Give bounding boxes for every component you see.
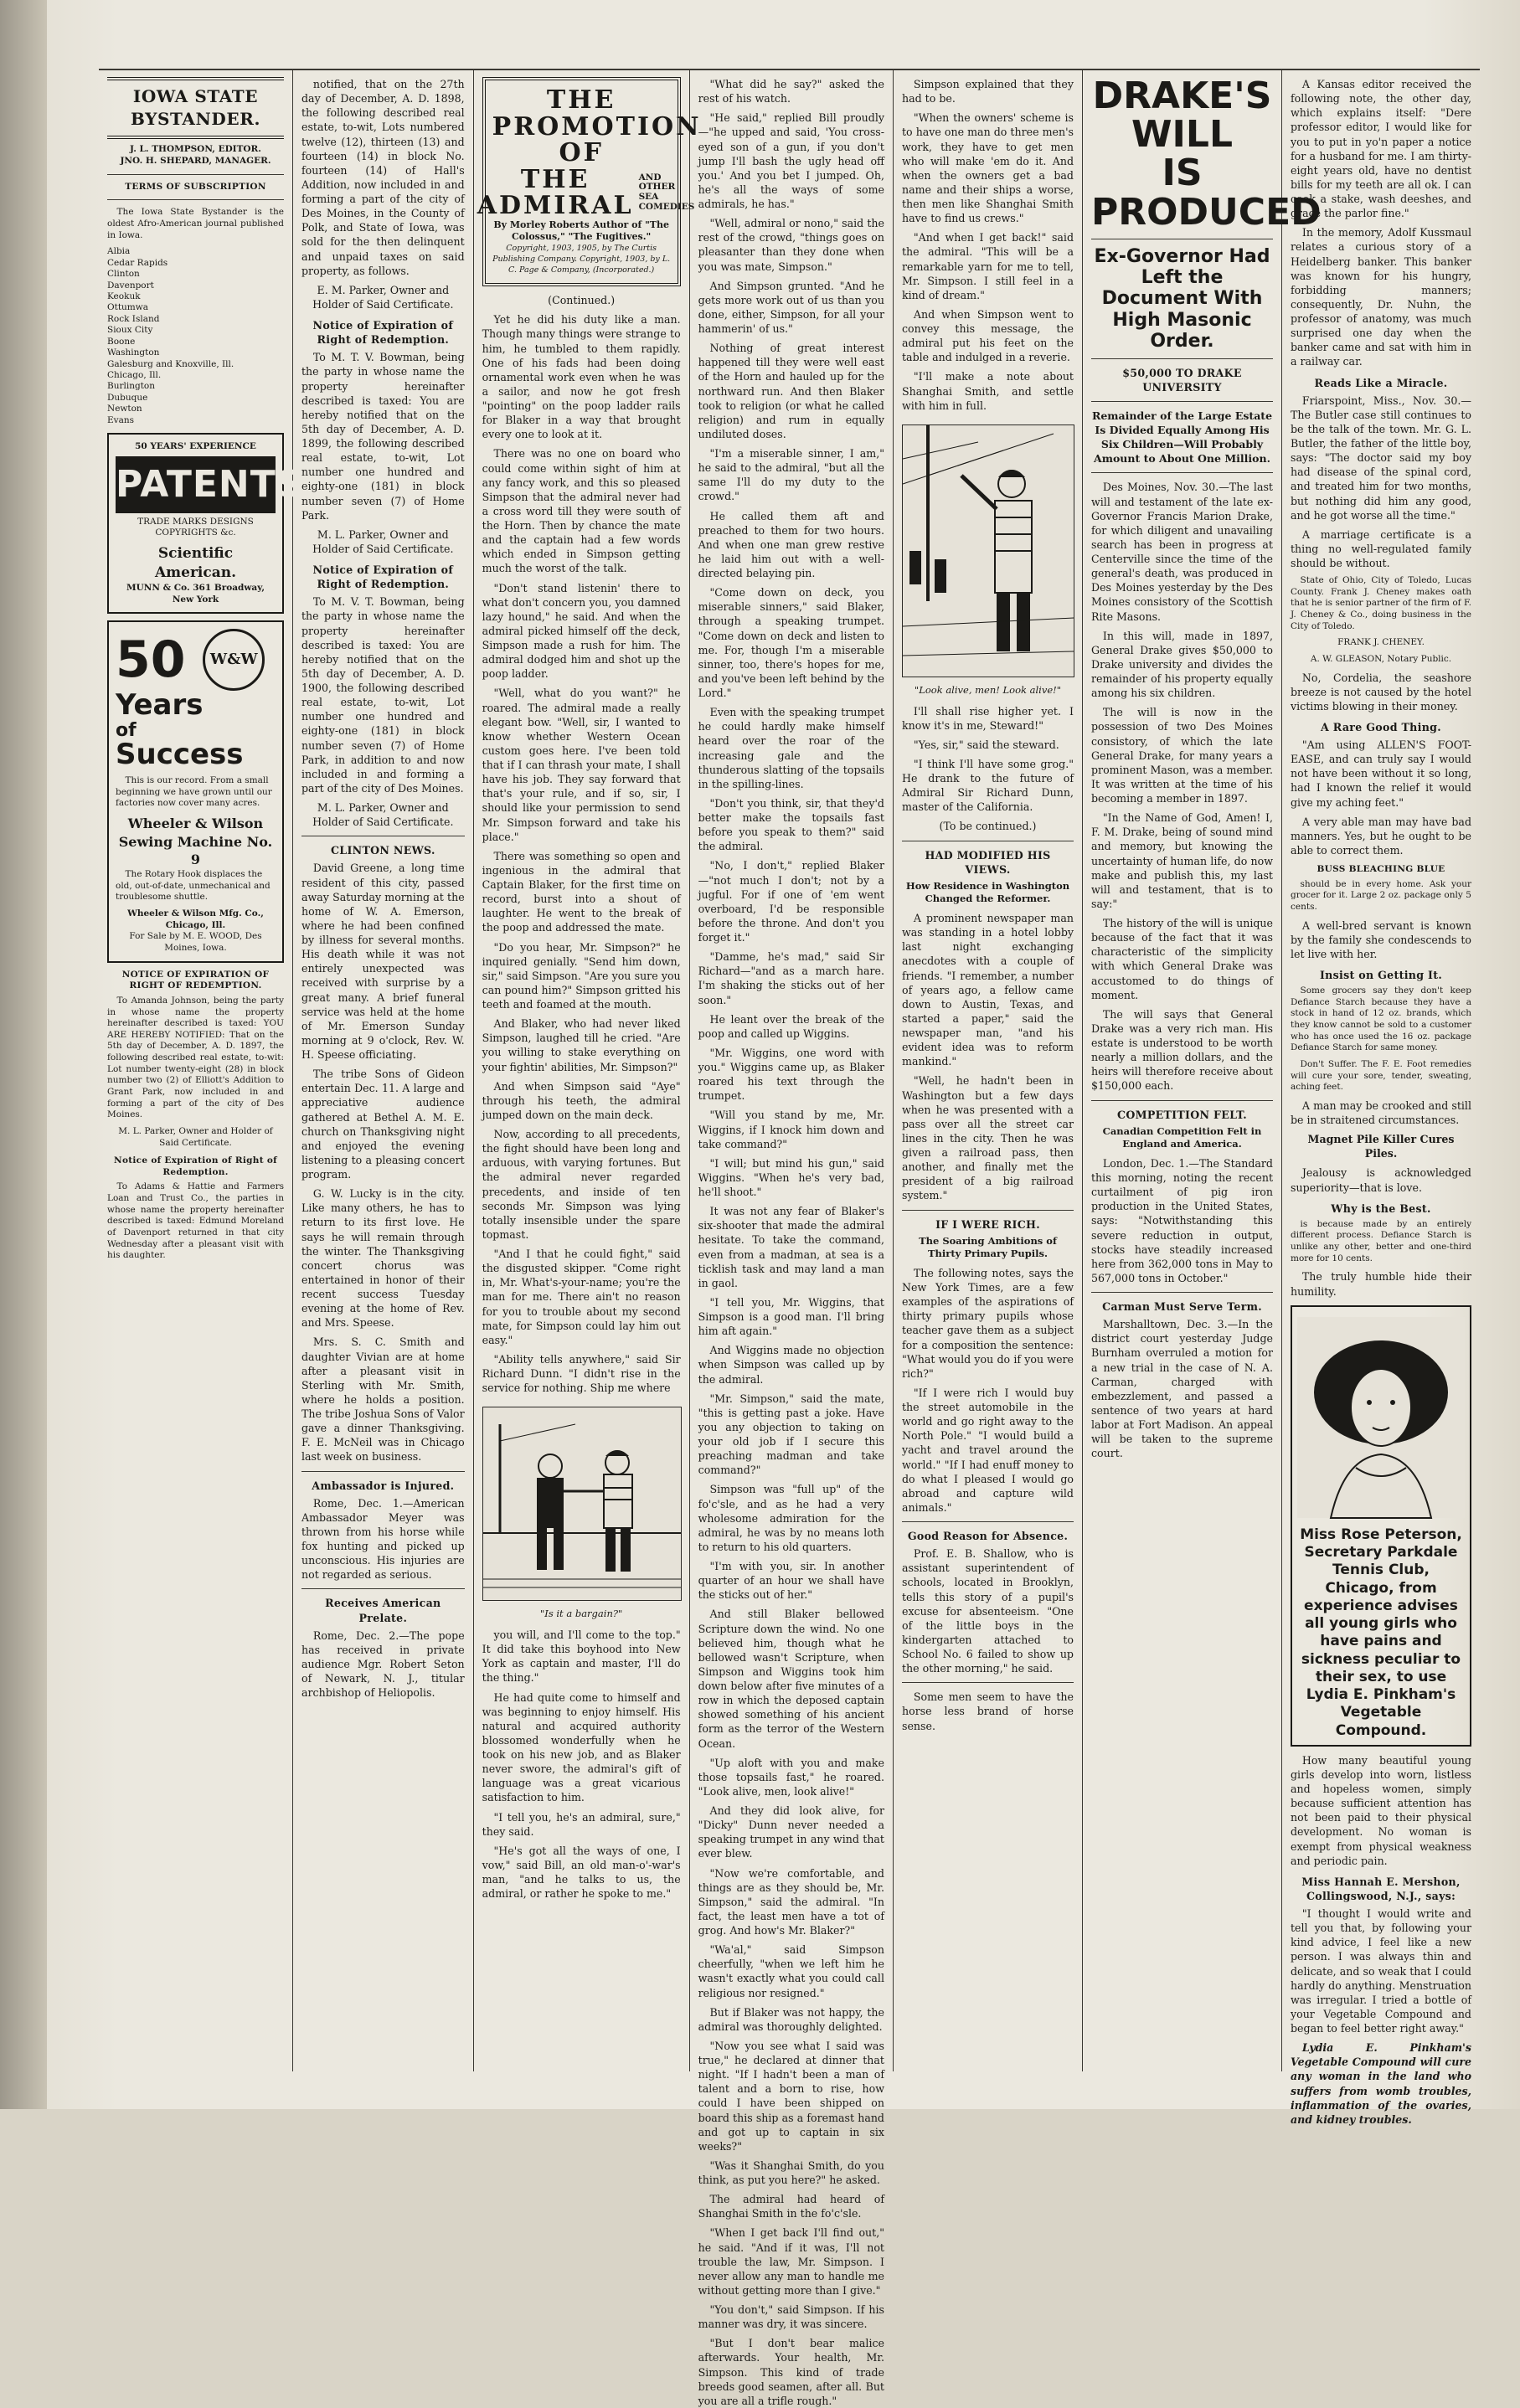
patents-sub: TRADE MARKS DESIGNS COPYRIGHTS &c. (137, 516, 254, 538)
ambassador-heading: Ambassador is Injured. (312, 1479, 455, 1492)
story-paragraph: Simpson explained that they had to be. (902, 78, 1074, 105)
miracle-heading: Reads Like a Miracle. (1314, 376, 1448, 389)
divider (107, 174, 284, 175)
story-paragraph: And when Simpson said "Aye" through his teeth, the admiral jumped down on the main deck. (482, 1079, 681, 1121)
agents-list (107, 246, 284, 426)
story-paragraph: And still Blaker bellowed Scripture down the wind. No one believed him, though what he bellowed wasn't Scripture, when Simpson and Wiggins took him down below after five minutes of a row in which the deposed captain showed something of his ancient form as the terror of the Western Ocean. (698, 1608, 884, 1750)
column-7 (1282, 70, 1480, 2126)
story-paragraph: It was not any fear of Blaker's six-shooter that made the admiral hesitate. To take the command, even from a madman, at sea is a ticklish task and may land a man in gaol. (698, 1205, 884, 1289)
crooked-text: A man may be crooked and still be in straitened circumstances. (1291, 1099, 1471, 1127)
story-paragraph: "I'm with you, sir. In another quarter of an hour we shall have the sticks out of her." (698, 1560, 884, 1602)
divider (1091, 472, 1273, 473)
divider (902, 1210, 1074, 1211)
of-word: of (116, 720, 137, 742)
notice-signature: E. M. Parker, Owner and Holder of Said Certificate. (312, 283, 454, 311)
divider (1091, 401, 1273, 402)
drake-headline-2: IS PRODUCED (1091, 152, 1322, 234)
bargain-caption: "Is it a bargain?" (539, 1608, 623, 1620)
ambassador-text: Rome, Dec. 1.—American Ambassador Meyer was thrown from his horse while fox hunting and picked up unconscious. His injuries are not regarded as serious. (301, 1496, 465, 1582)
divider (107, 199, 284, 200)
column-6 (1083, 70, 1322, 2071)
story-paragraph: "Don't stand listenin' there to what don't concern you, you damned lazy hound," he said. And when the admiral picked himself off the deck, Simpson made a rush for him. The admiral dodged him and shot up the poop ladder. (482, 581, 681, 681)
agent-item: Ottumwa (107, 302, 149, 313)
gleason-signature: A. W. GLEASON, Notary Public. (1310, 653, 1452, 664)
bargain-illustration (482, 1407, 682, 1601)
patents-ad (107, 433, 304, 614)
competition-subheading: Canadian Competition Felt in England and America. (1102, 1124, 1262, 1150)
humble-text: The truly humble hide their humility. (1291, 1270, 1471, 1298)
notice-heading: NOTICE OF EXPIRATION OF RIGHT OF REDEMPTION. (121, 969, 270, 991)
agent-item: Keokuk (107, 291, 141, 301)
wheeler-wilson-logo-icon: W&W (203, 629, 265, 691)
story-paragraph: He called them aft and preached to them for two hours. And when one man grew restive he laid him out with a well-directed belaying pin. (698, 509, 884, 579)
bluing-text: should be in every home. Ask your grocer for it. Large 2 oz. package only 5 cents. (1291, 878, 1471, 913)
story-paragraph: "Ability tells anywhere," said Sir Richard Dunn. "I didn't rise in the service for nothing. Ship me where (482, 1352, 681, 1395)
kansas-editor-text: A Kansas editor received the following note, the other day, which explains itself: "Dere professor editor, I would like for you to put in yo'n paper a notice for a husband for me. I am thirty-eight years old, have no dentist bills for my teeth are all ok. I can cook a stake, wash deeshes, and grace the parlor fine." (1291, 78, 1471, 220)
wilson-maker: Wheeler & Wilson Mfg. Co., Chicago, Ill. (127, 908, 264, 930)
story-paragraph: Yet he did his duty like a man. Though many things were strange to him, he tumbled to them rapidly. One of his fads had been doing ornamental work even when he was a sailor, and now he got fresh "pointing" on the poop ladder rails for Blaker in a way that brought every one to look at it. (482, 313, 681, 441)
story-paragraph: "When I get back I'll find out," he said. "And if it was, I'll not trouble the law, Mr. Simpson. I never allow any man to handle me without getting more than I give." (698, 2226, 884, 2297)
story-paragraph: "I'll make a note about Shanghai Smith, and settle with him in full. (902, 370, 1074, 412)
column-4 (690, 70, 894, 2407)
sportsman-text: Don't Suffer. The F. E. Foot remedies will cure your sore, tender, sweating, aching feet. (1291, 1059, 1471, 1093)
years-word: Years (116, 688, 204, 723)
story-paragraph: And when Simpson went to convey this message, the admiral put his feet on the table and indulged in a reverie. (902, 307, 1074, 364)
story-paragraph: Even with the speaking trumpet he could hardly make himself heard over the roar of the increasing gale and the thunderous slatting of the topsails in the spilling-lines. (698, 706, 884, 790)
fifty-number: 50 (116, 630, 186, 690)
drake-paragraph: The will is now in the possession of two Des Moines consistory, of which the late General Drake, for many years a prominent Mason, was a member. It was written at the time of his becoming a member in 1897. (1091, 706, 1273, 805)
agent-item: Dubuque (107, 392, 148, 403)
best-text: is because made by an entirely different process. Defiance Starch is unlike any other, better and one-third more for 10 cents. (1291, 1218, 1471, 1263)
story-paragraph: "I think I'll have some grog." He drank to the future of Admiral Sir Richard Dunn, master of the California. (902, 757, 1074, 814)
notice3-heading: Notice of Expiration of Right of Redemption. (312, 563, 454, 591)
wilson-lead: This is our record. From a small beginning we have grown until our factories now cover many acres. (116, 774, 272, 809)
notice-text: To Amanda Johnson, being the party in whose name the property hereinafter described is taxed: YOU ARE HEREBY NOTIFIED: That on the 5th day of December, A. D. 1897, the following described real estate, to-wit: Lot number twenty-eight (28) in block number two (2) of Elliott's Addition to Grant Park, now included in and forming a part of the city of Des Moines. (107, 995, 284, 1120)
story-title-side: AND OTHER SEA COMEDIES (638, 172, 695, 212)
story-paragraph: He leant over the break of the poop and called up Wiggins. (698, 1012, 884, 1040)
mershon-heading: Miss Hannah E. Mershon, Collingswood, N.J., says: (1301, 1875, 1461, 1902)
agent-item: Sioux City (107, 325, 153, 336)
certificate-text: A marriage certificate is a thing no well-regulated family should be without. (1291, 527, 1471, 569)
rare-heading: A Rare Good Thing. (1321, 720, 1441, 733)
story-paragraph: "But I don't bear malice afterwards. Your health, Mr. Simpson. This kind of trade breeds good seamen, after all. But you are all a trifle rough." (698, 2337, 884, 2407)
story-paragraph: The admiral had heard of Shanghai Smith in the fo'c'sle. (698, 2193, 884, 2220)
story-paragraph: And Blaker, who had never liked Simpson, laughed till he cried. "Are you willing to stake everything on your fightin' abilities, Mr. Simpson?" (482, 1017, 681, 1073)
manners-text: A very able man may have bad manners. Yes, but he ought to be able to correct them. (1291, 815, 1471, 857)
story-paragraph: "I tell you, he's an admiral, sure," they said. (482, 1810, 681, 1838)
patents-word: PATENTS (116, 456, 276, 513)
column-5 (894, 70, 1083, 2071)
story-paragraph: "Now you see what I said was true," he declared at dinner that night. "If I hadn't been a man of talent and a born to rise, how could I have been shipped on board this ship as a foremast hand and got up to captain in six weeks?" (698, 2039, 884, 2153)
agent-item: Burlington (107, 381, 156, 392)
column-3 (474, 70, 702, 2071)
agent-item: Rock Island (107, 313, 160, 324)
story-paragraph: Nothing of great interest happened till they were well east of the Horn and hauled up for the northward run. And then Blaker took to religion (or what he called religion) and rum in equally undiluted doses. (698, 342, 884, 440)
story-paragraph: "Wa'al," said Simpson cheerfully, "when we left him he wasn't exactly what you could call religious nor resigned." (698, 1943, 884, 1999)
clinton-news-text2: The tribe Sons of Gideon entertain Dec. 11. A large and appreciative audience gathered at Bethel A. M. E. church on Thanksgiving night and enjoyed the evening listening to a pleasing concert program. (301, 1068, 465, 1181)
divider (1091, 1100, 1273, 1101)
story-title-box (477, 77, 702, 286)
story-paragraph: I'll shall rise higher yet. I know it's in me, Steward!" (902, 704, 1074, 732)
story-paragraph: And Wiggins made no objection when Simpson was called up by the admiral. (698, 1344, 884, 1386)
terms-heading: TERMS OF SUBSCRIPTION (125, 181, 266, 192)
story-paragraph: "Well, admiral or nono," said the rest of the crowd, "things goes on pleasanter than they done when you was mate, Simpson." (698, 217, 884, 273)
notice2-heading: Notice of Expiration of Right of Redemption. (114, 1155, 277, 1177)
story-byline: By Morley Roberts Author of "The Colossus," "The Fugitives." (493, 219, 669, 243)
story-paragraph: There was something so open and ingenious in the admiral that Captain Blaker, for the first time on record, burst into a shout of laughter. He went to the break of the poop and addressed the mate. (482, 849, 681, 934)
divider (902, 1682, 1074, 1683)
prelate-text: Rome, Dec. 2.—The pope has received in private audience Mgr. Robert Seton of Newark, N. J., titular archbishop of Heliopolis. (301, 1628, 465, 1700)
rich-heading: IF I WERE RICH. (935, 1217, 1040, 1231)
rich-text2: "If I were rich I would buy the street automobile in the world and go right away to the North Pole." "I would build a yacht and travel around the world." "If I had enuff money to do what I pleased I would go abroad and capture wild animals." (902, 1386, 1074, 1514)
divider (301, 1471, 465, 1472)
pinkham-ad (1291, 1305, 1471, 1747)
patents-experience: 50 YEARS' EXPERIENCE (135, 441, 256, 452)
story-continued: (Continued.) (548, 294, 616, 307)
views-heading: HAD MODIFIED HIS VIEWS. (925, 848, 1051, 876)
drake-paragraph: The history of the will is unique because of the fact that it was characteristic of the simplicity with which General Drake was accustomed to do things of moment. (1091, 917, 1273, 1001)
agent-item: Newton (107, 404, 142, 414)
wilson-seller: For Sale by M. E. WOOD, Des Moines, Iowa. (129, 931, 262, 953)
story-paragraph: And they did look alive, for "Dicky" Dunn never needed a speaking trumpet in any wind that ever blew. (698, 1804, 884, 1860)
story-paragraph: "He said," replied Bill proudly—"he upped and said, 'You cross-eyed son of a gun, if you don't jump I'll bash the ugly head off you.' And you bet I jumped. Oh, he's all the ways of some admirals, he has." (698, 111, 884, 210)
divider (1091, 358, 1273, 359)
clinton-news-heading: CLINTON NEWS. (330, 844, 435, 857)
look-alive-illustration (902, 424, 1074, 677)
story-copyright: Copyright, 1903, 1905, by The Curtis Publishing Company. Copyright, 1903, by L. C. Page & Company, (Incorporated.) (492, 244, 671, 275)
story-paragraph: "Was it Shanghai Smith, do you think, as put you here?" he asked. (698, 2158, 884, 2186)
insist-heading: Insist on Getting It. (1319, 969, 1443, 982)
views-text2: "Well, he hadn't been in Washington but a few days when he was presented with a pass over all the street car lines in the city. Then he was given a railroad pass, then another, and finally met the president of a big railroad system." (902, 1074, 1074, 1202)
clinton-news-text4: Mrs. S. C. Smith and daughter Vivian are at home after a pleasant visit in Sterling with Mr. Smith, where he holds a position. The tribe Joshua Sons of Valor gave a dinner Thanksgiving. F. E. McNeil was in Chicago last week on business. (301, 1335, 465, 1464)
story-paragraph: But if Blaker was not happy, the admiral was thoroughly delighted. (698, 2005, 884, 2033)
pinkham-ad-heading: Miss Rose Peterson, Secretary Parkdale Tennis Club, Chicago, from experience advises all young girls who have pains and sickness peculiar to their sex, to use Lydia E. Pinkham's Vegetable Compound. (1300, 1526, 1462, 1739)
rich-text: The following notes, says the New York Times, are a few examples of the aspirations of thirty primary pupils whose teacher gave them as a subject for a composition the sentence: "What would you do if you were rich?" (902, 1266, 1074, 1380)
story-paragraph: He had quite come to himself and was beginning to enjoy himself. His natural and acquired authority blossomed wonderfully when he took on his new job, and as Blaker never swore, the admiral's gift of language was a great vicarious satisfaction to him. (482, 1690, 681, 1804)
divider (902, 1521, 1074, 1522)
agent-item: Boone (107, 336, 136, 347)
story-paragraph: "What did he say?" asked the rest of his watch. (698, 78, 884, 105)
divider (1091, 1292, 1273, 1293)
story-paragraph: "And I that he could fight," said the disgusted skipper. "Come right in, Mr. What's-your-name; you're the man for me. There ain't no reason for you to trouble about my second mate, for Simpson could lay him out easy." (482, 1248, 681, 1346)
wilson-rotary: The Rotary Hook displaces the old, out-of-date, unmechanical and troublesome shuttle. (116, 869, 271, 903)
wheeler-wilson-ad (107, 620, 284, 962)
agent-item: Chicago, Ill. (107, 370, 162, 381)
page-binding-edge (0, 0, 47, 2109)
drake-paragraph: In this will, made in 1897, General Drake gives $50,000 to Drake university and divides the remainder of his property equally among his six children. (1091, 629, 1273, 700)
agent-item: Albia (107, 246, 131, 257)
notice2-text: To M. T. V. Bowman, being the party in whose name the property hereinafter described is taxed: You are hereby notified that on the 5th day of December, A. D. 1899, the following described real estate, to-wit, Lot number one hundred and eighty-one (181) in block number seven (7) of Home Park. (301, 351, 465, 522)
story-paragraph: "No, I don't," replied Blaker—"not much I don't; not by a jugful. For if one of 'em went overboard, I'd be responsible before the throne. And don't you forget it." (698, 859, 884, 944)
drake-headline-1: DRAKE'S WILL (1092, 75, 1272, 157)
story-paragraph: "I'm a miserable sinner, I am," he said to the admiral, "but all the same I'll do my duty to the crowd." (698, 447, 884, 503)
horse-sense-text: Some men seem to have the horse less brand of horse sense. (902, 1690, 1074, 1732)
masthead-title: IOWA STATE BYSTANDER. (107, 77, 284, 139)
notice-signature: M. L. Parker, Owner and Holder of Said Certificate. (118, 1125, 273, 1148)
views-subheading: How Residence in Washington Changed the Reformer. (905, 879, 1070, 905)
agents-intro: The Iowa State Bystander is the oldest Afro-American journal published in Iowa. (107, 207, 284, 240)
cheney-signature: FRANK J. CHENEY. (1337, 637, 1425, 648)
story-paragraph: "Mr. Simpson," said the mate, "this is getting past a joke. Have you any objection to taking on your old job if I secure this preaching madman and take command?" (698, 1392, 884, 1477)
story-paragraph: "Mr. Wiggins, one word with you." Wiggins came up, as Blaker roared his text through the trumpet. (698, 1046, 884, 1103)
munn-firm: MUNN & Co. 361 Broadway, New York (126, 583, 265, 605)
notice3-signature: M. L. Parker, Owner and Holder of Said Certificate. (312, 801, 454, 829)
miracle-text: Friarspoint, Miss., Nov. 30.—The Butler case still continues to be the talk of the town. Mr. G. L. Butler, the father of the little boy, says: "The doctor said my boy had disease of the spinal cord, and treated him for two months, but nothing did him any good, and he got worse all the time." (1291, 394, 1471, 522)
story-paragraph: There was no one on board who could come within sight of him at any fancy work, and this so pleased Simpson that the admiral never had a cross word till they were south of the Horn. Then by chance the mate and the captain had a few words which ended in Simpson getting much the worst of the talk. (482, 447, 681, 575)
story-paragraph: you will, and I'll come to the top." It did take this boyhood into New York as captain and master, I'll do the thing." (482, 1628, 681, 1685)
divider (301, 1588, 465, 1589)
wilson-machine: Wheeler & Wilson Sewing Machine No. 9 (118, 815, 273, 868)
reason-text: Prof. E. B. Shallow, who is assistant superintendent of schools, located in Brooklyn, tells this story of a pupil's excuse for absenteeism. "One of the little boys in the kindergarten attached to School No. 6 failed to show up the other morning," he said. (902, 1547, 1074, 1675)
jealousy-text: Jealousy is acknowledged superiority—that is love. (1291, 1166, 1471, 1194)
servant-text: A well-bred servant is known by the family she condescends to let live with her. (1291, 918, 1471, 960)
drake-bequest: $50,000 TO DRAKE UNIVERSITY (1122, 367, 1242, 394)
column-2 (293, 70, 474, 2071)
clinton-news-text3: G. W. Lucky is in the city. Like many others, he has to return to its first love. He says he will remain through the winter. The Thanksgiving concert chorus was entertained in honor of their recent success Tuesday evening at the home of Rev. and Mrs. Speese. (301, 1187, 465, 1330)
column-1 (99, 70, 304, 2071)
drake-paragraph: The will says that General Drake was a very rich man. His estate is understood to be worth nearly a million dollars, and the heirs will therefore receive about $150,000 each. (1091, 1007, 1273, 1093)
agent-item: Davenport (107, 280, 154, 291)
notice3-text: To M. V. T. Bowman, being the party in whose name the property hereinafter described is taxed: You are hereby notified that on the 5th day of December, A. D. 1900, the following described real estate, to-wit, Lot number one hundred and eighty-one (181) in block number seven (7) of Home Park, in addition to and now included in and forming a part of the city of Des Moines. (301, 595, 465, 795)
story-paragraph: "When the owners' scheme is to have one man do three men's work, they have to get men who will make 'em do it. And when the owners get a bad name and their ships a worse, then men like Shanghai Smith have to find us crews." (902, 111, 1074, 225)
best-heading: Why is the Best. (1331, 1201, 1431, 1215)
agent-item: Evans (107, 414, 135, 425)
carman-heading: Carman Must Serve Term. (1102, 1300, 1262, 1314)
success-word: Success (116, 738, 244, 772)
competition-heading: COMPETITION FELT. (1117, 1108, 1247, 1121)
reason-heading: Good Reason for Absence. (907, 1530, 1069, 1542)
ohio-oath: State of Ohio, City of Toledo, Lucas County. Frank J. Cheney makes oath that he is senior partner of the firm of F. J. Cheney & Co., doing business in the City of Toledo. (1291, 575, 1471, 631)
story-paragraph: "I tell you, Mr. Wiggins, that Simpson is a good man. I'll bring him aft again." (698, 1295, 884, 1338)
story-paragraph: "Now we're comfortable, and things are as they should be, Mr. Simpson," said the admiral. "In fact, the least men have a tot of grog. And how's Mr. Blaker?" (698, 1866, 884, 1937)
story-paragraph: "Do you hear, Mr. Simpson?" he inquired genially. "Send him down, sir," said Simpson. "Are you sure you can pound him?" Simpson gritted his teeth and foamed at the mouth. (482, 940, 681, 1011)
rare-text: "Am using ALLEN'S FOOT-EASE, and can truly say I would not have been without it so long, had I known the relief it would give my aching feet." (1291, 738, 1471, 809)
story-title-line1: THE PROMOTION OF (492, 85, 702, 167)
drake-remainder: Remainder of the Large Estate Is Divided Equally Among His Six Children—Will Probably Amount to About One Million. (1091, 409, 1273, 466)
bluing-heading: BUSS BLEACHING BLUE (1316, 864, 1445, 875)
kussmaul-text: In the memory, Adolf Kussmaul relates a curious story of a Heidelberg banker. This banker was known for his hungry, forbidding manners; consequently, Dr. Nuhn, the professor of anatomy, was much surprised one day when the banker came and sat with him in a railway car. (1291, 226, 1471, 368)
story-paragraph: "Well, what do you want?" he roared. The admiral made a really elegant bow. "Well, sir, I wanted to know whether Western Ocean custom goes here. I've been told that if I can thrash your mate, I shall have his job. They say forward that that's your rule, and if so, sir, I should like your permission to send Mr. Simpson forward and take his place." (482, 687, 681, 843)
story-paragraph: "He's got all the ways of one, I vow," said Bill, an old man-o'-war's man, "and he talks to us, the admiral, or rather he spoke to me." (482, 1844, 681, 1901)
notice2-signature: M. L. Parker, Owner and Holder of Said Certificate. (312, 527, 454, 555)
portrait-illustration (1297, 1317, 1465, 1518)
drake-paragraph: "In the Name of God, Amen! I, F. M. Drake, being of sound mind and memory, but knowing the uncertainty of human life, do now make and publish this, my last will and testament, that is to say:" (1091, 811, 1273, 910)
notice-heading: Notice of Expiration of Right of Redemption. (312, 319, 454, 347)
drake-subheading: Ex-Governor Had Left the Document With High Masonic Order. (1094, 245, 1270, 352)
clinton-news-text: David Greene, a long time resident of this city, passed away Saturday morning at the home of W. A. Emerson, where he had been confined by illness for several months. His death while it was not entirely unexpected was received with surprise by a great many. A brief funeral service was held at the home of Mr. Emerson Sunday morning at 9 o'clock, Rev. W. H. Speese officiating. (301, 862, 465, 1061)
scientific-american: Scientific American. (154, 544, 237, 582)
cordelia-text: No, Cordelia, the seashore breeze is not caused by the hotel victims blowing in their money. (1291, 671, 1471, 713)
pile-killer-text: Magnet Pile Killer Cures Piles. (1307, 1133, 1455, 1160)
story-paragraph: "Come down on deck, you miserable sinners," said Blaker, through a speaking trumpet. "Come down on deck and listen to me. For, though I'm a miserable sinner, too, there's hopes for me, and you've been left behind by the Lord." (698, 586, 884, 699)
notice2-text: To Adams & Hattie and Farmers Loan and Trust Co., the parties in whose name the property hereinafter described is taxed: Edmund Moreland of Davenport returned in that city Wednesday after a pleasant visit with his daughter. (107, 1181, 284, 1261)
masthead-editor: J. L. THOMPSON, EDITOR. (130, 144, 261, 155)
agent-item: Clinton (107, 269, 140, 280)
prelate-heading: Receives American Prelate. (325, 1597, 441, 1624)
pinkham-closing: Lydia E. Pinkham's Vegetable Compound will cure any woman in the land who suffers from womb troubles, inflammation of the ovaries, and kidney troubles. (1291, 2041, 1471, 2126)
pinkham-text: How many beautiful young girls develop into worn, listless and hopeless women, simply because sufficient attention has not been paid to their physical development. No woman is exempt from physical weakness and periodic pain. (1291, 1753, 1471, 1867)
views-text: A prominent newspaper man was standing in a hotel lobby last night exchanging anecdotes with a couple of friends. "I remember, a number of years ago, a fellow came down to Austin, Texas, and started a paper," said the newspaper man, "and his evident idea was to reform mankind." (902, 912, 1074, 1068)
competition-text: London, Dec. 1.—The Standard this morning, noting the recent curtailment of pig iron production in the United States, says: "Notwithstanding this severe reduction in output, stocks have steadily increased here from 362,000 tons in May to 567,000 tons in October." (1091, 1156, 1273, 1284)
agent-item: Cedar Rapids (107, 257, 168, 268)
story-paragraph: "You don't," said Simpson. If his manner was dry, it was sincere. (698, 2303, 884, 2331)
story-paragraph: Simpson was "full up" of the fo'c'sle, and as he had a very wholesome admiration for the admiral, he was by no means loth to return to his old quarters. (698, 1483, 884, 1553)
agent-item: Galesburg and Knoxville, Ill. (107, 358, 234, 369)
story-paragraph: "I will; but mind his gun," said Wiggins. "When he's very bad, he'll shoot." (698, 1156, 884, 1198)
insist-text: Some grocers say they don't keep Defiance Starch because they have a stock in hand of 12 oz. brands, which they know cannot be sold to a customer who has once used the 16 oz. package Defiance Starch for same money. (1291, 985, 1471, 1053)
notice-text: notified, that on the 27th day of December, A. D. 1898, the following described real estate, to-wit, Lots numbered twelve (12), thirteen (13) and fourteen (14) in block No. fourteen (14) of Hall's Addition, now included in and forming a part of the city of Des Moines, in the County of Polk, and State of Iowa, was sold for the then delinquent and unpaid taxes on said property, as follows. (301, 78, 465, 277)
story-paragraph: Now, according to all precedents, the fight should have been long and arduous, with varying fortunes. But the admiral never regarded precedents, and inside of ten seconds Mr. Simpson was lying totally insensible under the spare topmast. (482, 1128, 681, 1241)
mershon-letter: "I thought I would write and tell you that, by following your kind advice, I feel like a new person. I was always thin and delicate, and so weak that I could hardly do anything. Menstruation was irregular. I tried a bottle of your Vegetable Compound and began to feel better right away." (1291, 1907, 1471, 2035)
story-title-line2: THE ADMIRAL (477, 164, 634, 220)
newspaper-columns (99, 69, 1480, 2407)
story-paragraph: "Up aloft with you and make those topsails fast," he roared. "Look alive, men, look alive!" (698, 1756, 884, 1798)
to-be-continued: (To be continued.) (939, 820, 1037, 833)
masthead-manager: JNO. H. SHEPARD, MANAGER. (120, 156, 271, 167)
look-alive-caption: "Look alive, men! Look alive!" (914, 683, 1062, 696)
story-paragraph: "Don't you think, sir, that they'd better make the topsails fast before you speak to them?" said the admiral. (698, 796, 884, 853)
carman-text: Marshalltown, Dec. 3.—In the district court yesterday Judge Burnham overruled a motion for a new trial in the case of N. A. Carman, charged with embezzlement, and passed a sentence of two years at hard labor at Fort Madison. An appeal will be taken to the supreme court. (1091, 1318, 1273, 1460)
story-paragraph: "Yes, sir," said the steward. (913, 738, 1059, 751)
story-paragraph: "Damme, he's mad," said Sir Richard—"and as a march hare. I'm shaking the sticks out of her soon." (698, 950, 884, 1006)
agent-item: Washington (107, 347, 160, 358)
story-paragraph: And Simpson grunted. "And he gets more work out of us than you done, either, Simpson, for all your hammerin' of us." (698, 279, 884, 335)
drake-paragraph: Des Moines, Nov. 30.—The last will and testament of the late ex-Governor Francis Marion Drake, for which diligent and unavailing search has been in progress at Centerville since the time of the general's death, was produced in Des Moines yesterday by the Des Moines consistory of the Scottish Rite Masons. (1091, 481, 1273, 623)
story-paragraph: "Will you stand by me, Mr. Wiggins, if I knock him down and take command?" (698, 1109, 884, 1150)
rich-subheading: The Soaring Ambitions of Thirty Primary Pupils. (919, 1234, 1057, 1260)
story-paragraph: "And when I get back!" said the admiral. "This will be a remarkable yarn for me to tell, Mr. Simpson. I still feel in a kind of dream." (902, 231, 1074, 301)
